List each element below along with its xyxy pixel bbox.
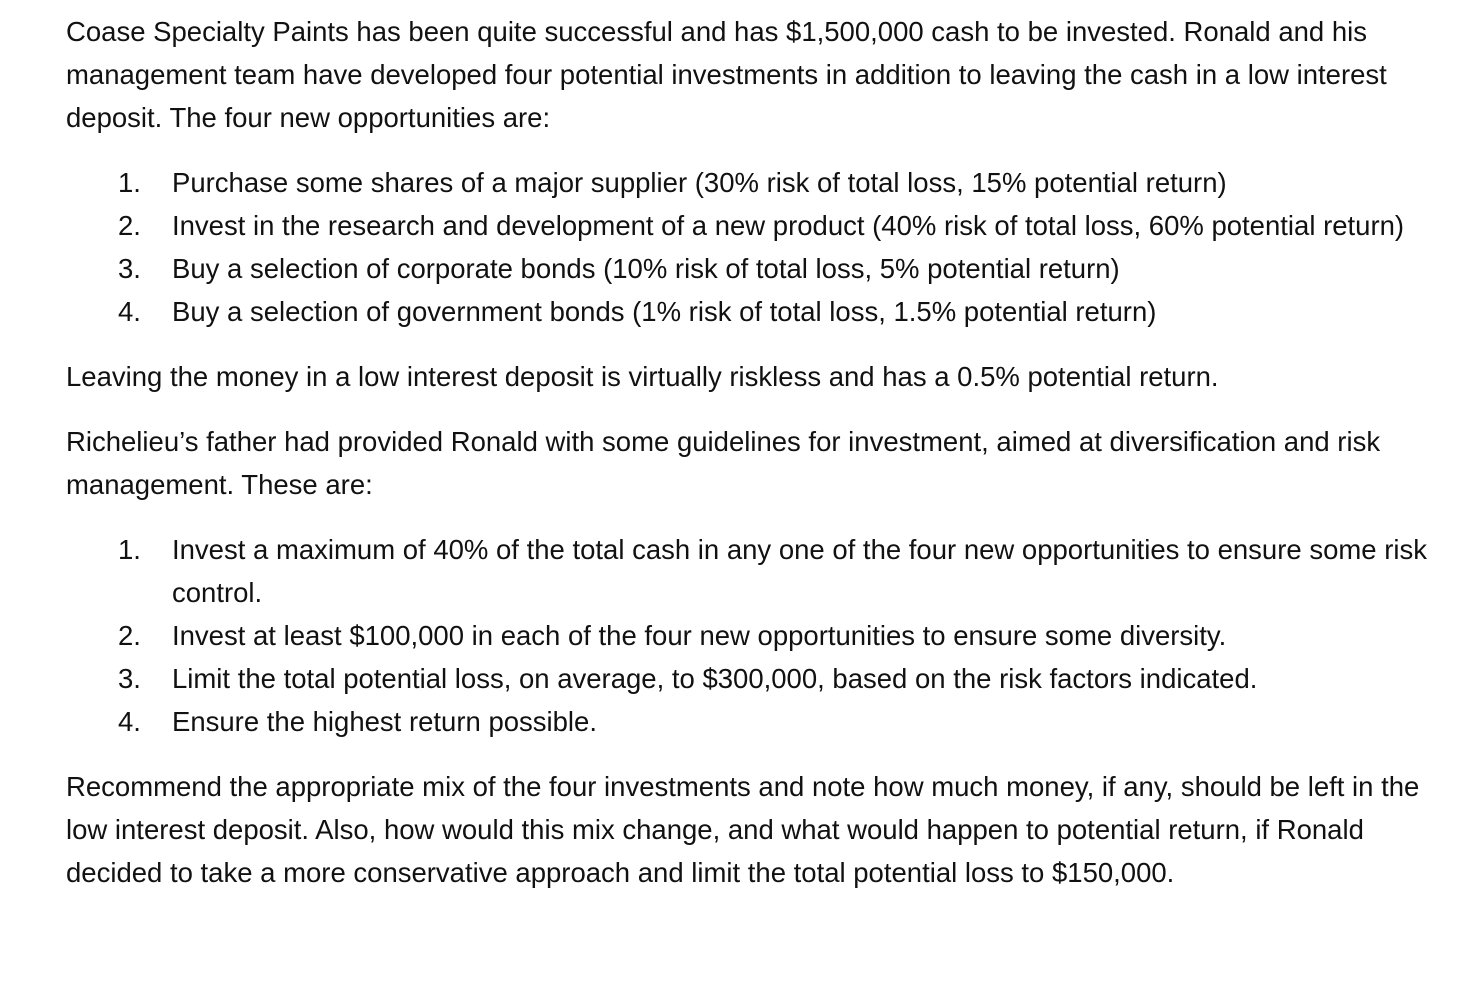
list-item-text: Limit the total potential loss, on average, to $300,000, based on the risk factors indicated. [172, 663, 1258, 694]
list-number: 2. [118, 620, 141, 651]
list-item-text: Ensure the highest return possible. [172, 706, 597, 737]
deposit-paragraph: Leaving the money in a low interest deposit is virtually riskless and has a 0.5% potential return. [66, 361, 1219, 392]
list-number: 2. [118, 210, 141, 241]
list-item [66, 528, 1446, 614]
document-body [66, 10, 1446, 894]
list-item [66, 657, 1446, 700]
list-item-text: Invest in the research and development of a new product (40% risk of total loss, 60% potential return) [172, 210, 1405, 241]
list-number: 3. [118, 663, 141, 694]
list-item-text: Buy a selection of corporate bonds (10% risk of total loss, 5% potential return) [172, 253, 1120, 284]
list-item-text: Invest at least $100,000 in each of the four new opportunities to ensure some diversity. [172, 620, 1227, 651]
list-item-text: Invest a maximum of 40% of the total cash in any one of the four new opportunities to ensure some risk control. [172, 534, 1427, 608]
list-item [66, 290, 1446, 333]
list-item [66, 204, 1446, 247]
list-item [66, 700, 1446, 743]
list-item-text: Buy a selection of government bonds (1% risk of total loss, 1.5% potential return) [172, 296, 1157, 327]
list-number: 1. [118, 534, 141, 565]
intro-paragraph: Coase Specialty Paints has been quite successful and has $1,500,000 cash to be invested. Ronald and his management team have developed four potential investments in addition to leaving the cash in a low interest deposit. The four new opportunities are: [66, 16, 1387, 133]
list-item-text: Purchase some shares of a major supplier (30% risk of total loss, 15% potential return) [172, 167, 1227, 198]
list-item [66, 247, 1446, 290]
guidelines-intro-paragraph: Richelieu’s father had provided Ronald with some guidelines for investment, aimed at diversification and risk management. These are: [66, 426, 1381, 500]
list-item [66, 161, 1446, 204]
list-number: 4. [118, 296, 141, 327]
list-item [66, 614, 1446, 657]
question-paragraph: Recommend the appropriate mix of the four investments and note how much money, if any, should be left in the low interest deposit. Also, how would this mix change, and what would happen to potential return, if Ronald decided to take a more conservative approach and limit the total potential loss to $150,000. [66, 771, 1420, 888]
list-number: 1. [118, 167, 141, 198]
list-number: 3. [118, 253, 141, 284]
list-number: 4. [118, 706, 141, 737]
guidelines-list [66, 528, 1446, 743]
opportunities-list [66, 161, 1446, 333]
